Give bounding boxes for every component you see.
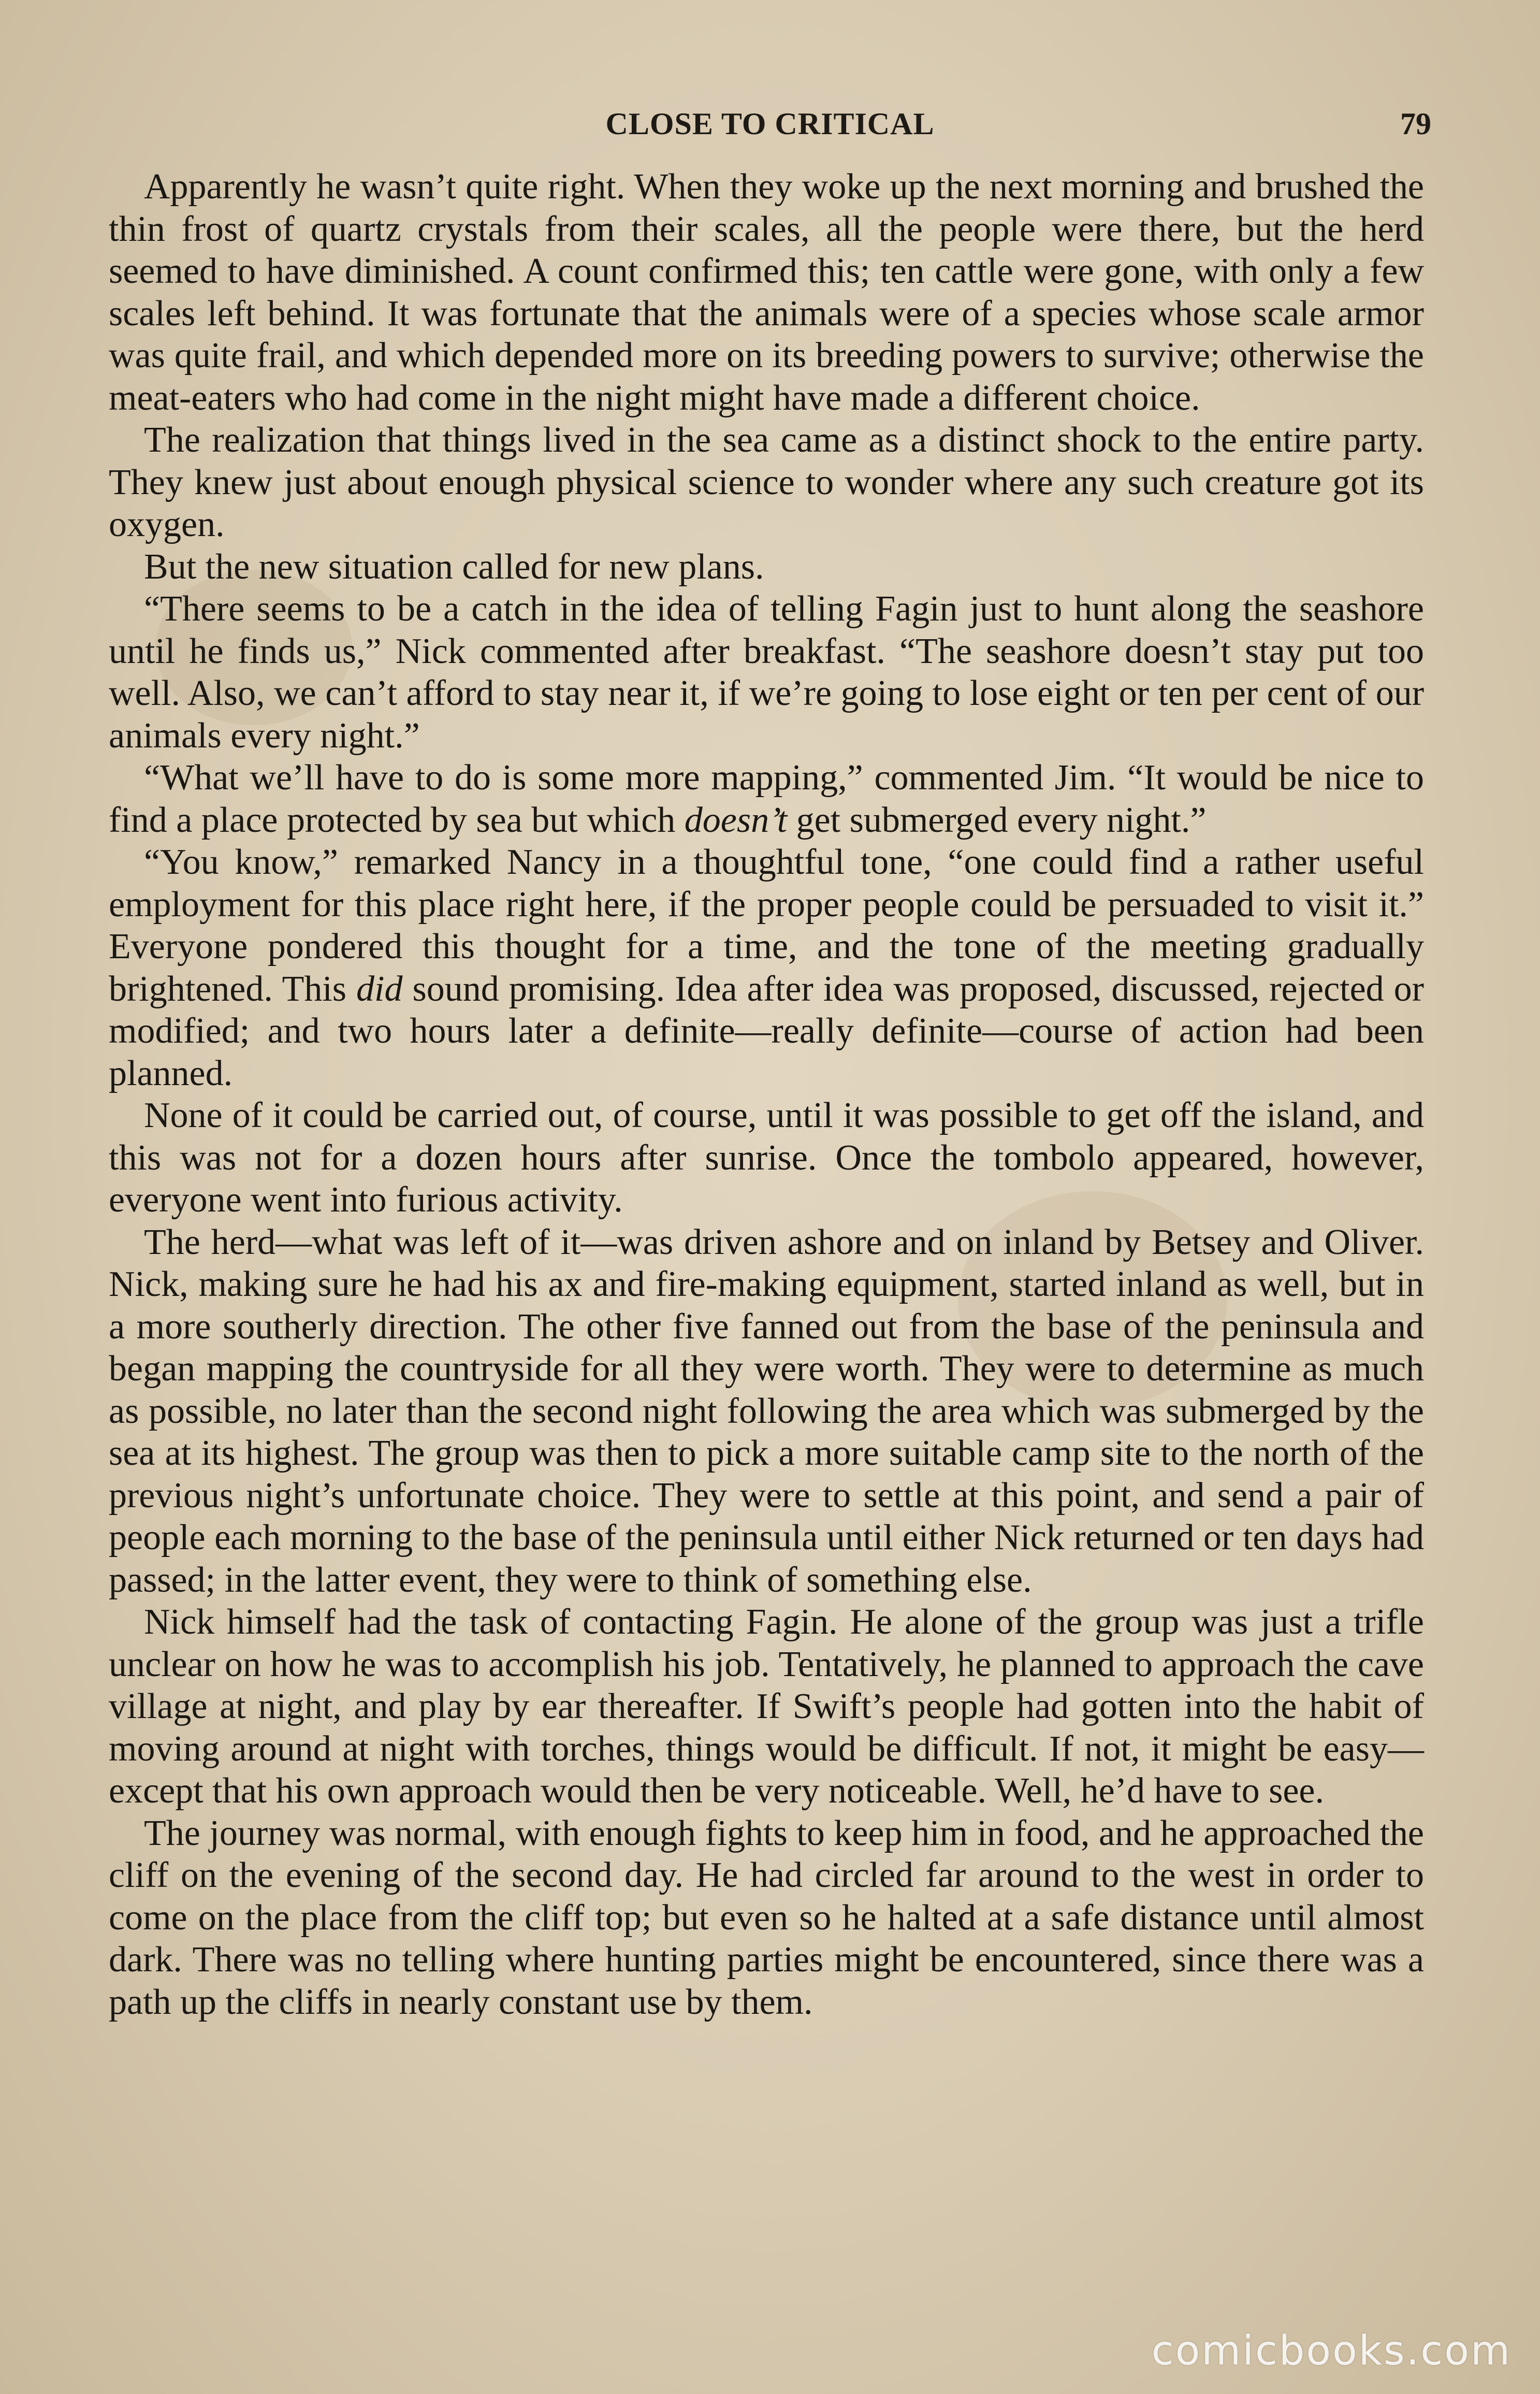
- paragraph: Apparently he wasn’t quite right. When they woke up the next morning and brushed the thin frost of quartz crystals from their scales, all the people were there, but the herd seemed to have diminished. A count confirmed this; ten cattle were gone, with only a few scales left behind. It was fortunate that the animals were of a species whose scale armor was quite frail, and which depended more on its breeding powers to survive; otherwise the meat-eaters who had come in the night might have made a different choice.: [109, 167, 1424, 418]
- paragraph: The realization that things lived in the sea came as a distinct shock to the entire party. They knew just about enough physical science to wonder where any such creature got its oxygen.: [109, 420, 1424, 544]
- page-number: 79: [1400, 107, 1431, 141]
- paragraph: But the new situation called for new plans.: [144, 546, 764, 587]
- paragraph-text: get submerged every night.”: [787, 800, 1207, 840]
- body-text: [109, 166, 1424, 2023]
- running-head: [109, 106, 1431, 153]
- running-title: CLOSE TO CRITICAL: [605, 107, 935, 141]
- watermark: comicbooks.com: [1151, 2328, 1512, 2374]
- paragraph: “There seems to be a catch in the idea of telling Fagin just to hunt along the seashore until he finds us,” Nick commented after breakfast. “The seashore doesn’t stay put too well. Also, we can’t afford to stay near it, if we’re going to lose eight or ten per cent of our animals every night.”: [109, 589, 1424, 756]
- paragraph-text: “What we’ll have to do is some more mapping,” commented Jim. “It would be nice to find a place protected by sea but which: [109, 758, 1424, 840]
- italic-emphasis: doesn’t: [684, 800, 788, 840]
- paragraph: None of it could be carried out, of course, until it was possible to get off the island, and this was not for a dozen hours after sunrise. Once the tombolo appeared, however, everyone went into furious activity.: [109, 1095, 1424, 1220]
- paragraph-text: “You know,” remarked Nancy in a thoughtful tone, “one could find a rather useful employment for this place right here, if the proper people could be persuaded to visit it.” Everyone pondered this thought for a time, and the tone of the meeting gradually brightened. This: [109, 842, 1424, 1009]
- paragraph: [109, 841, 1424, 1094]
- paragraph-text: sound promising. Idea after idea was proposed, discussed, rejected or modified; and two hours later a definite—really definite—course of action had been planned.: [109, 969, 1424, 1093]
- paragraph: Nick himself had the task of contacting Fagin. He alone of the group was just a trifle unclear on how he was to accomplish his job. Tentatively, he planned to approach the cave village at night, and play by ear thereafter. If Swift’s people had gotten into the habit of moving around at night with torches, things would be difficult. If not, it might be easy—except that his own approach would then be very noticeable. Well, he’d have to see.: [109, 1602, 1424, 1811]
- paragraph: The herd—what was left of it—was driven ashore and on inland by Betsey and Oliver. Nick, making sure he had his ax and fire-making equipment, started inland as well, but in a more southerly direction. The other five fanned out from the base of the peninsula and began mapping the countryside for all they were worth. They were to determine as much as possible, no later than the second night following the area which was submerged by the sea at its highest. The group was then to pick a more suitable camp site to the north of the previous night’s unfortunate choice. They were to settle at this point, and send a pair of people each morning to the base of the peninsula until either Nick returned or ten days had passed; in the latter event, they were to think of something else.: [109, 1222, 1424, 1600]
- paragraph: The journey was normal, with enough fights to keep him in food, and he approached the cliff on the evening of the second day. He had circled far around to the west in order to come on the place from the cliff top; but even so he halted at a safe distance until almost dark. There was no telling where hunting parties might be encountered, since there was a path up the cliffs in nearly constant use by them.: [109, 1813, 1424, 2022]
- paragraph: [109, 757, 1424, 841]
- italic-emphasis: did: [356, 969, 403, 1009]
